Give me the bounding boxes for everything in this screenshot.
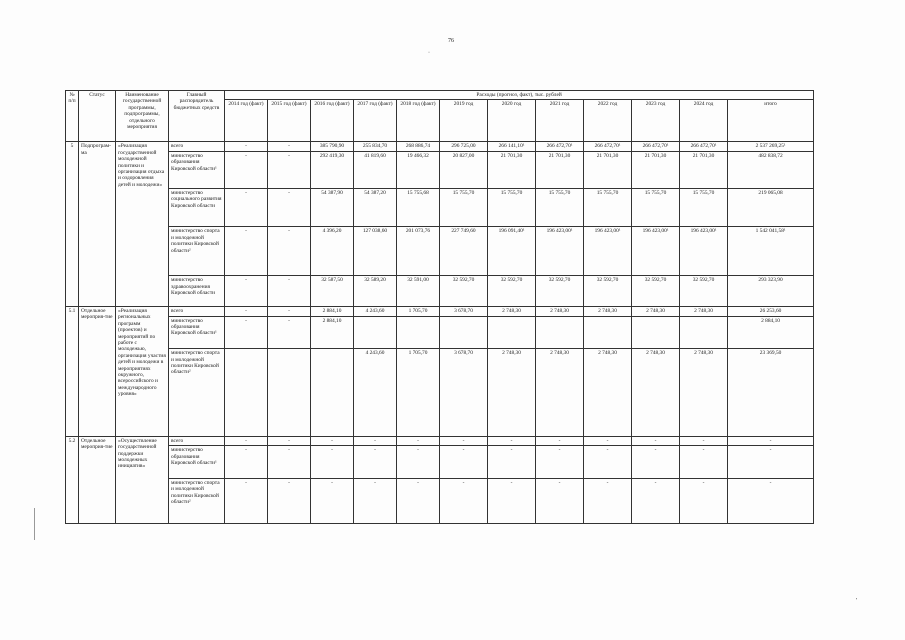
row-value: -	[225, 306, 268, 316]
row-value: -	[632, 436, 680, 446]
row-value: 32 592,70	[632, 276, 680, 307]
row-value: -	[225, 446, 268, 479]
header-year: 2018 год (факт)	[397, 100, 440, 142]
row-manager: министерство спорта и молодежной политики Кировской области²	[169, 349, 225, 437]
row-value: 196 423,00¹	[632, 227, 680, 276]
row-value: 2 748,30	[536, 349, 584, 437]
row-value: 15 755,70	[632, 188, 680, 227]
row-value: 296 725,00	[440, 142, 488, 152]
row-value: -	[536, 446, 584, 479]
row-value: -	[311, 479, 354, 524]
row-value: -	[680, 479, 728, 524]
row-value: -	[680, 436, 728, 446]
row-manager: министерство образования Кировской области¹	[169, 316, 225, 349]
scan-edge-mark	[34, 508, 35, 540]
table-row	[66, 276, 814, 307]
row-value: 2 748,30	[584, 349, 632, 437]
row-value: -	[225, 479, 268, 524]
row-value: -	[440, 446, 488, 479]
row-value: 15 755,70	[680, 188, 728, 227]
row-value: 385 790,90	[311, 142, 354, 152]
row-value: 2 884,10	[728, 316, 814, 349]
row-value	[680, 316, 728, 349]
table-header	[66, 91, 814, 142]
row-value: 196 423,00¹	[680, 227, 728, 276]
row-value: 26 253,60	[728, 306, 814, 316]
row-value: -	[632, 446, 680, 479]
header-manager: Главный распорядитель бюджетных средств	[169, 91, 225, 142]
corner-mark: '	[856, 598, 858, 604]
row-value: -	[268, 436, 311, 446]
row-value: -	[728, 446, 814, 479]
page-number: 76	[448, 38, 454, 44]
row-value: 1 705,70	[397, 349, 440, 437]
row-value: 196 091,40¹	[488, 227, 536, 276]
header-year: 2024 год	[680, 100, 728, 142]
row-value: 32 592,70	[440, 276, 488, 307]
row-value: -	[632, 479, 680, 524]
row-value: 15 755,70	[536, 188, 584, 227]
table-row	[66, 316, 814, 349]
row-value: 15 755,70	[488, 188, 536, 227]
table-row	[66, 306, 814, 316]
row-value: 4 243,60	[354, 306, 397, 316]
row-value: 15 755,70	[440, 188, 488, 227]
row-value: -	[225, 227, 268, 276]
row-value: 2 884,10	[311, 306, 354, 316]
row-value: -	[268, 479, 311, 524]
row-value: 268 886,74	[397, 142, 440, 152]
row-manager: министерство образования Кировской области¹	[169, 446, 225, 479]
row-value: 3 678,70	[440, 306, 488, 316]
row-name: «Реализация региональных программ (проектов) и мероприятий по работе с молодежью, организация участия детей и молодежи в мероприятиях окружного, всероссийского и международного уровня»	[116, 306, 169, 436]
row-value: 2 748,30	[536, 306, 584, 316]
row-value: 266 141,10¹	[488, 142, 536, 152]
row-value: 15 755,70	[584, 188, 632, 227]
header-year: 2019 год	[440, 100, 488, 142]
row-value: 292 419,30	[311, 151, 354, 188]
table-body	[66, 142, 814, 524]
row-value: 32 592,70	[536, 276, 584, 307]
header-year: 2017 год (факт)	[354, 100, 397, 142]
row-value: 32 589,20	[354, 276, 397, 307]
row-value: -	[354, 436, 397, 446]
row-value: 20 827,00	[440, 151, 488, 188]
row-value: -	[354, 479, 397, 524]
row-value: 1 542 041,58¹	[728, 227, 814, 276]
row-value	[536, 316, 584, 349]
row-value	[584, 316, 632, 349]
row-value: 4 396,20	[311, 227, 354, 276]
header-year: 2020 год	[488, 100, 536, 142]
row-value: 21 701,30	[632, 151, 680, 188]
row-value: -	[440, 479, 488, 524]
row-value: 2 748,30	[488, 306, 536, 316]
row-value: -	[311, 436, 354, 446]
row-value: 2 748,30	[584, 306, 632, 316]
row-value: 2 748,30	[632, 306, 680, 316]
table-row	[66, 142, 814, 152]
header-status: Статус	[79, 91, 116, 142]
row-manager: всего	[169, 142, 225, 152]
row-value: 2 537 269,25¹	[728, 142, 814, 152]
row-value: -	[268, 188, 311, 227]
row-value: -	[225, 276, 268, 307]
row-value: 19 466,32	[397, 151, 440, 188]
row-value: 21 701,30	[584, 151, 632, 188]
row-value: 32 592,70	[680, 276, 728, 307]
row-value: 32 592,70	[584, 276, 632, 307]
row-manager: всего	[169, 436, 225, 446]
row-value: 2 884,10	[311, 316, 354, 349]
row-status: Отдельное мероприя-тие	[79, 436, 116, 523]
row-value: -	[225, 436, 268, 446]
row-value: -	[268, 306, 311, 316]
row-value	[397, 316, 440, 349]
row-value: 54 387,20	[354, 188, 397, 227]
header-year: 2014 год (факт)	[225, 100, 268, 142]
row-value: -	[728, 436, 814, 446]
header-year: 2015 год (факт)	[268, 100, 311, 142]
row-value: -	[584, 436, 632, 446]
row-value: -	[440, 436, 488, 446]
row-status: Подпрограм-ма	[79, 142, 116, 307]
row-num: 5.1	[66, 306, 79, 436]
row-value	[225, 349, 268, 437]
row-value: 15 755,68	[397, 188, 440, 227]
row-value: 293 323,90	[728, 276, 814, 307]
table-row	[66, 151, 814, 188]
row-value: -	[488, 479, 536, 524]
row-value: -	[268, 151, 311, 188]
header-year: 2021 год	[536, 100, 584, 142]
table-row	[66, 436, 814, 446]
expenses-table	[65, 90, 814, 524]
row-value: -	[311, 446, 354, 479]
row-value: 32 591,00	[397, 276, 440, 307]
row-value: -	[397, 436, 440, 446]
row-manager: министерство спорта и молодежной политики Кировской области²	[169, 227, 225, 276]
row-manager: министерство социального развития Кировской области	[169, 188, 225, 227]
row-value: 21 701,30	[536, 151, 584, 188]
table-row	[66, 479, 814, 524]
row-value: -	[225, 316, 268, 349]
row-num: 5.2	[66, 436, 79, 523]
row-status: Отдельное мероприя-тие	[79, 306, 116, 436]
row-manager: всего	[169, 306, 225, 316]
row-value	[632, 316, 680, 349]
row-value: 4 243,60	[354, 349, 397, 437]
row-value: -	[268, 316, 311, 349]
row-value: 127 038,60	[354, 227, 397, 276]
row-value	[440, 316, 488, 349]
row-value	[488, 316, 536, 349]
row-value: -	[268, 142, 311, 152]
row-value: 21 701,30	[680, 151, 728, 188]
row-value: -	[488, 436, 536, 446]
table-row	[66, 349, 814, 437]
row-value: -	[680, 446, 728, 479]
row-value: -	[268, 227, 311, 276]
row-manager: министерство спорта и молодежной политики Кировской области²	[169, 479, 225, 524]
row-value: 482 838,72	[728, 151, 814, 188]
row-value: 32 592,70	[488, 276, 536, 307]
row-value: 266 472,70¹	[584, 142, 632, 152]
row-value: 1 705,70	[397, 306, 440, 316]
row-value: 266 472,70¹	[632, 142, 680, 152]
row-value: 196 423,00¹	[536, 227, 584, 276]
row-value: 2 748,30	[680, 349, 728, 437]
row-name: «Осуществление государственной поддержки молодежных инициатив»	[116, 436, 169, 523]
row-value: -	[225, 142, 268, 152]
row-value	[311, 349, 354, 437]
header-num: № п/п	[66, 91, 79, 142]
row-value	[268, 349, 311, 437]
row-value: 266 472,70¹	[536, 142, 584, 152]
row-manager: министерство образования Кировской области¹	[169, 151, 225, 188]
row-value: 219 065,08	[728, 188, 814, 227]
row-value: 227 749,60	[440, 227, 488, 276]
row-num: 5	[66, 142, 79, 307]
row-value	[354, 316, 397, 349]
row-value: -	[397, 479, 440, 524]
row-value: 41 819,60	[354, 151, 397, 188]
row-value: 201 073,76	[397, 227, 440, 276]
row-value: 3 678,70	[440, 349, 488, 437]
row-value: -	[728, 479, 814, 524]
row-value: -	[268, 276, 311, 307]
row-value: -	[536, 479, 584, 524]
header-year: итого	[728, 100, 814, 142]
row-value: 32 587,50	[311, 276, 354, 307]
row-value: 21 701,30	[488, 151, 536, 188]
row-value: -	[268, 446, 311, 479]
row-value: -	[354, 446, 397, 479]
row-value: -	[584, 479, 632, 524]
header-year: 2022 год	[584, 100, 632, 142]
row-value: -	[225, 151, 268, 188]
header-expenses: Расходы (прогноз, факт), тыс. рублей	[225, 91, 814, 100]
header-year: 2016 год (факт)	[311, 100, 354, 142]
table-row	[66, 446, 814, 479]
row-value: 2 748,30	[632, 349, 680, 437]
row-value: 266 472,70¹	[680, 142, 728, 152]
row-value: -	[397, 446, 440, 479]
header-name: Наименование государственной программы, подпрограммы, отдельного мероприятия	[116, 91, 169, 142]
row-value: 23 369,50	[728, 349, 814, 437]
page-dot: ·	[428, 50, 430, 56]
table-row	[66, 227, 814, 276]
row-value: -	[536, 436, 584, 446]
row-value: -	[488, 446, 536, 479]
row-value: -	[225, 188, 268, 227]
table-row	[66, 188, 814, 227]
header-year: 2023 год	[632, 100, 680, 142]
row-value: 196 423,00¹	[584, 227, 632, 276]
row-value: 54 387,90	[311, 188, 354, 227]
row-manager: министерство здравоохранения Кировской области	[169, 276, 225, 307]
row-value: 255 834,70	[354, 142, 397, 152]
row-value: 2 748,30	[488, 349, 536, 437]
row-name: «Реализация государственной молодежной политики и организация отдыха и оздоровления детей и молодежи»	[116, 142, 169, 307]
row-value: 2 748,30	[680, 306, 728, 316]
row-value: -	[584, 446, 632, 479]
